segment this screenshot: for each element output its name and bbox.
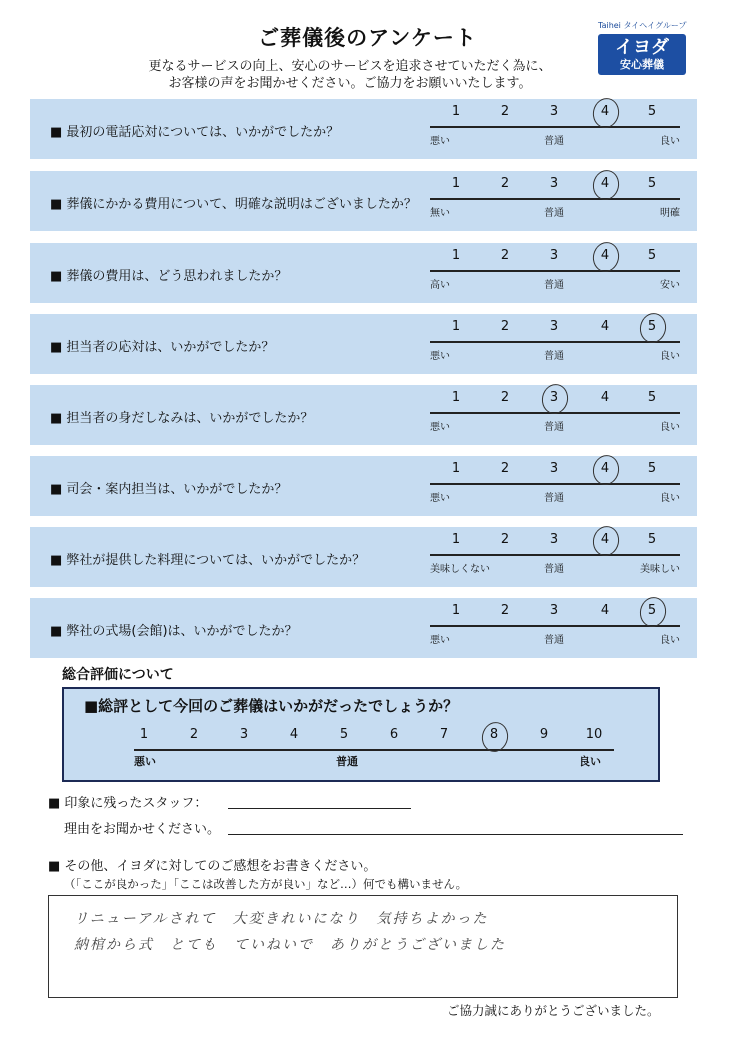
overall-rating-option[interactable]: 10 xyxy=(585,727,603,742)
overall-rating-option[interactable]: 8 xyxy=(489,727,499,742)
question-panel xyxy=(30,456,697,516)
brand-box xyxy=(598,34,686,75)
rating-option[interactable]: 2 xyxy=(500,104,510,119)
brand-group: Taihei タイヘイグループ xyxy=(598,21,687,30)
scale-mid-label: 普通 xyxy=(544,564,564,575)
scale-line xyxy=(430,554,680,556)
scale-low-label: 悪い xyxy=(430,351,450,362)
rating-option[interactable]: 3 xyxy=(549,176,559,191)
question-text: ■ 弊社が提供した料理については、いかがでしたか？ xyxy=(50,553,366,568)
overall-scale xyxy=(134,727,614,777)
rating-option[interactable]: 5 xyxy=(647,176,657,191)
handwritten-comment-line-1: リニューアルされて 大変きれいになり 気持ちよかった xyxy=(74,911,489,927)
rating-scale xyxy=(430,99,680,159)
rating-option[interactable]: 4 xyxy=(600,603,610,618)
page-title: ご葬儀後のアンケート xyxy=(258,26,477,50)
overall-section-title: 総合評価について xyxy=(62,667,174,683)
rating-option[interactable]: 2 xyxy=(500,461,510,476)
question-panel xyxy=(30,385,697,445)
comments-box[interactable] xyxy=(48,895,678,998)
rating-option[interactable]: 3 xyxy=(549,461,559,476)
rating-option[interactable]: 3 xyxy=(549,319,559,334)
scale-mid-label: 普通 xyxy=(544,635,564,646)
rating-option[interactable]: 1 xyxy=(451,532,461,547)
staff-question: ■ 印象に残ったスタッフ： xyxy=(48,796,208,811)
rating-option[interactable]: 5 xyxy=(647,532,657,547)
rating-option[interactable]: 1 xyxy=(451,248,461,263)
overall-rating-box xyxy=(62,687,660,782)
question-panel xyxy=(30,99,697,159)
rating-option[interactable]: 1 xyxy=(451,603,461,618)
rating-option[interactable]: 5 xyxy=(647,248,657,263)
brand-name: イヨダ xyxy=(615,37,669,58)
rating-option[interactable]: 3 xyxy=(549,390,559,405)
intro-text xyxy=(110,58,590,92)
overall-rating-option[interactable]: 3 xyxy=(239,727,249,742)
rating-option[interactable]: 1 xyxy=(451,461,461,476)
handwritten-comment-line-2: 納棺から式 とても ていねいで ありがとうございました xyxy=(74,937,506,953)
rating-option[interactable]: 5 xyxy=(647,319,657,334)
rating-option[interactable]: 4 xyxy=(600,390,610,405)
rating-scale xyxy=(430,598,680,658)
scale-low-label: 美味しくない xyxy=(430,564,490,575)
rating-option[interactable]: 5 xyxy=(647,390,657,405)
rating-option[interactable]: 2 xyxy=(500,176,510,191)
scale-high-label: 良い xyxy=(660,422,680,433)
question-panel xyxy=(30,598,697,658)
intro-line-2: お客様の声をお聞かせください。ご協力をお願いいたします。 xyxy=(168,76,532,91)
rating-option[interactable]: 2 xyxy=(500,319,510,334)
question-text: ■ 担当者の身だしなみは、いかがでしたか？ xyxy=(50,411,314,426)
rating-scale xyxy=(430,456,680,516)
comments-question: ■ その他、イヨダに対してのご感想をお書きください。 xyxy=(48,859,377,874)
overall-rating-option[interactable]: 7 xyxy=(439,727,449,742)
rating-option[interactable]: 5 xyxy=(647,461,657,476)
rating-option[interactable]: 2 xyxy=(500,390,510,405)
scale-high-label: 良い xyxy=(660,351,680,362)
brand-logo xyxy=(598,20,686,75)
rating-option[interactable]: 3 xyxy=(549,532,559,547)
scale-low-label: 悪い xyxy=(430,422,450,433)
rating-scale xyxy=(430,314,680,374)
rating-option[interactable]: 2 xyxy=(500,532,510,547)
scale-mid-label: 普通 xyxy=(544,208,564,219)
scale-mid-label: 普通 xyxy=(544,280,564,291)
scale-mid-label: 普通 xyxy=(544,351,564,362)
overall-rating-option[interactable]: 2 xyxy=(189,727,199,742)
question-panel xyxy=(30,171,697,231)
rating-option[interactable]: 3 xyxy=(549,104,559,119)
intro-line-1: 更なるサービスの向上、安心のサービスを追求させていただく為に、 xyxy=(148,59,552,74)
question-panel xyxy=(30,527,697,587)
rating-option[interactable]: 1 xyxy=(451,176,461,191)
rating-scale xyxy=(430,385,680,445)
scale-high-label: 良い xyxy=(660,493,680,504)
overall-rating-option[interactable]: 9 xyxy=(539,727,549,742)
rating-option[interactable]: 4 xyxy=(600,461,610,476)
scale-mid-label: 普通 xyxy=(544,493,564,504)
scale-line xyxy=(430,198,680,200)
question-text: ■ 葬儀にかかる費用について、明確な説明はございましたか？ xyxy=(50,197,417,212)
scale-line xyxy=(430,625,680,627)
question-text: ■ 担当者の応対は、いかがでしたか？ xyxy=(50,340,275,355)
scale-low-label: 悪い xyxy=(430,136,450,147)
overall-scale-line xyxy=(134,749,614,751)
rating-option[interactable]: 4 xyxy=(600,176,610,191)
scale-high-label: 美味しい xyxy=(640,564,680,575)
footer-thanks: ご協力誠にありがとうございました。 xyxy=(447,1003,660,1018)
overall-high-label: 良い xyxy=(579,755,601,768)
rating-option[interactable]: 2 xyxy=(500,248,510,263)
overall-question: ■総評として今回のご葬儀はいかがだったでしょうか？ xyxy=(84,697,459,715)
scale-low-label: 高い xyxy=(430,280,450,291)
reason-question: 理由をお聞かせください。 xyxy=(64,822,221,837)
overall-low-label: 悪い xyxy=(134,755,156,768)
overall-mid-label: 普通 xyxy=(336,755,358,768)
rating-option[interactable]: 4 xyxy=(600,248,610,263)
rating-option[interactable]: 3 xyxy=(549,248,559,263)
scale-mid-label: 普通 xyxy=(544,422,564,433)
comments-note: （「ここが良かった」「ここは改善した方が良い」など…）何でも構いません。 xyxy=(64,877,468,891)
question-text: ■ 司会・案内担当は、いかがでしたか？ xyxy=(50,482,288,497)
scale-mid-label: 普通 xyxy=(544,136,564,147)
scale-low-label: 無い xyxy=(430,208,450,219)
rating-option[interactable]: 5 xyxy=(647,603,657,618)
rating-option[interactable]: 4 xyxy=(600,532,610,547)
scale-high-label: 安い xyxy=(660,280,680,291)
rating-option[interactable]: 1 xyxy=(451,104,461,119)
scale-high-label: 良い xyxy=(660,635,680,646)
scale-high-label: 良い xyxy=(660,136,680,147)
brand-subtitle: 安心葬儀 xyxy=(620,58,664,71)
scale-line xyxy=(430,341,680,343)
rating-option[interactable]: 1 xyxy=(451,319,461,334)
rating-scale xyxy=(430,171,680,231)
scale-line xyxy=(430,270,680,272)
scale-low-label: 悪い xyxy=(430,493,450,504)
reason-answer-line[interactable] xyxy=(228,834,683,835)
question-text: ■ 葬儀の費用は、どう思われましたか？ xyxy=(50,269,288,284)
rating-option[interactable]: 4 xyxy=(600,319,610,334)
rating-option[interactable]: 1 xyxy=(451,390,461,405)
scale-high-label: 明確 xyxy=(660,208,680,219)
rating-option[interactable]: 5 xyxy=(647,104,657,119)
rating-scale xyxy=(430,527,680,587)
question-panel xyxy=(30,243,697,303)
rating-option[interactable]: 4 xyxy=(600,104,610,119)
overall-rating-option[interactable]: 6 xyxy=(389,727,399,742)
staff-answer-line[interactable] xyxy=(228,808,411,809)
rating-option[interactable]: 2 xyxy=(500,603,510,618)
overall-rating-option[interactable]: 4 xyxy=(289,727,299,742)
scale-line xyxy=(430,126,680,128)
scale-line xyxy=(430,483,680,485)
question-text: ■ 最初の電話応対については、いかがでしたか？ xyxy=(50,125,340,140)
question-text: ■ 弊社の式場(会館)は、いかがでしたか？ xyxy=(50,624,298,639)
rating-option[interactable]: 3 xyxy=(549,603,559,618)
scale-low-label: 悪い xyxy=(430,635,450,646)
overall-rating-option[interactable]: 1 xyxy=(139,727,149,742)
rating-scale xyxy=(430,243,680,303)
question-panel xyxy=(30,314,697,374)
overall-rating-option[interactable]: 5 xyxy=(339,727,349,742)
